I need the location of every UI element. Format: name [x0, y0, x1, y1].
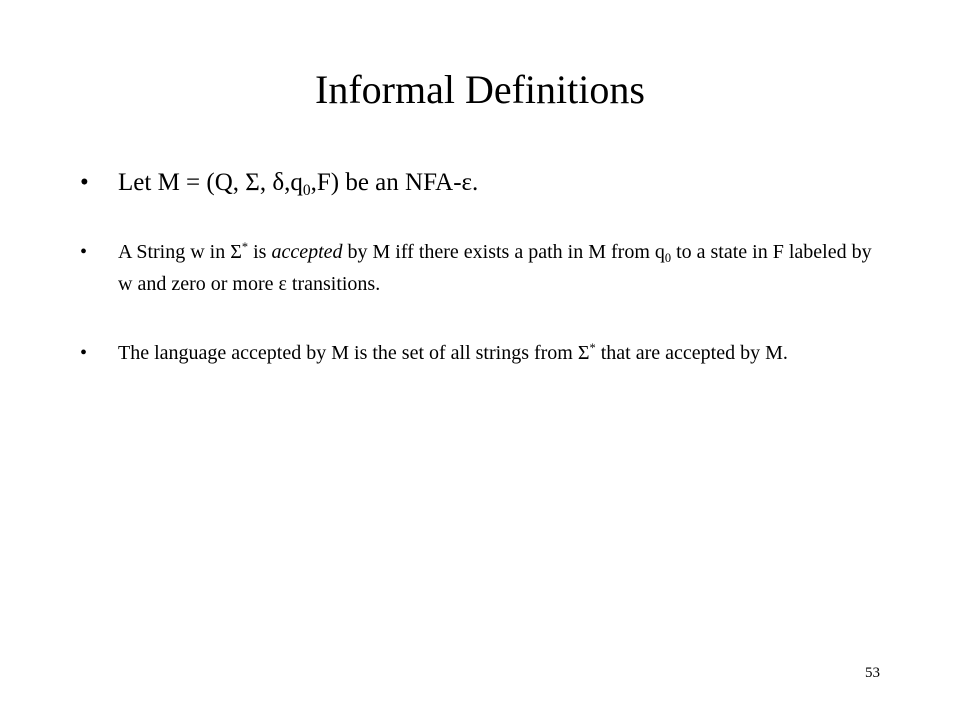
bullet-item-1: [80, 166, 880, 200]
page-number: 53: [865, 665, 880, 681]
bullet-text-segment: that are accepted by M.: [595, 342, 788, 364]
bullet-text-segment: to a state in F labeled by w and zero or more ε transitions.: [118, 241, 872, 295]
superscript: *: [241, 240, 249, 255]
superscript: *: [589, 341, 596, 356]
bullet-text-segment: The language accepted by M is the set of all strings from Σ: [118, 342, 590, 364]
bullet-text-2: [118, 236, 890, 300]
bullet-text-1: [118, 166, 880, 200]
bullet-item-3: [80, 341, 890, 365]
bullet-text-segment: by M iff there exists a path in M from q: [342, 241, 665, 263]
slide-title: Informal Definitions: [315, 67, 645, 112]
bullet-text-segment: Let M = (Q, Σ, δ,q: [118, 169, 303, 196]
bullet-text-segment: ,F) be an NFA-ε.: [310, 169, 479, 196]
bullet-item-2: [80, 236, 890, 300]
emphasis-text: accepted: [271, 241, 343, 263]
bullet-text-3: [118, 341, 890, 365]
subscript: 0: [302, 182, 311, 200]
bullet-marker: •: [80, 342, 88, 364]
bullet-text-segment: is: [248, 241, 272, 263]
bullet-text-segment: A String w in Σ: [118, 241, 242, 263]
subscript: 0: [664, 251, 672, 266]
bullet-marker: •: [80, 169, 89, 196]
bullet-marker: •: [80, 241, 88, 263]
